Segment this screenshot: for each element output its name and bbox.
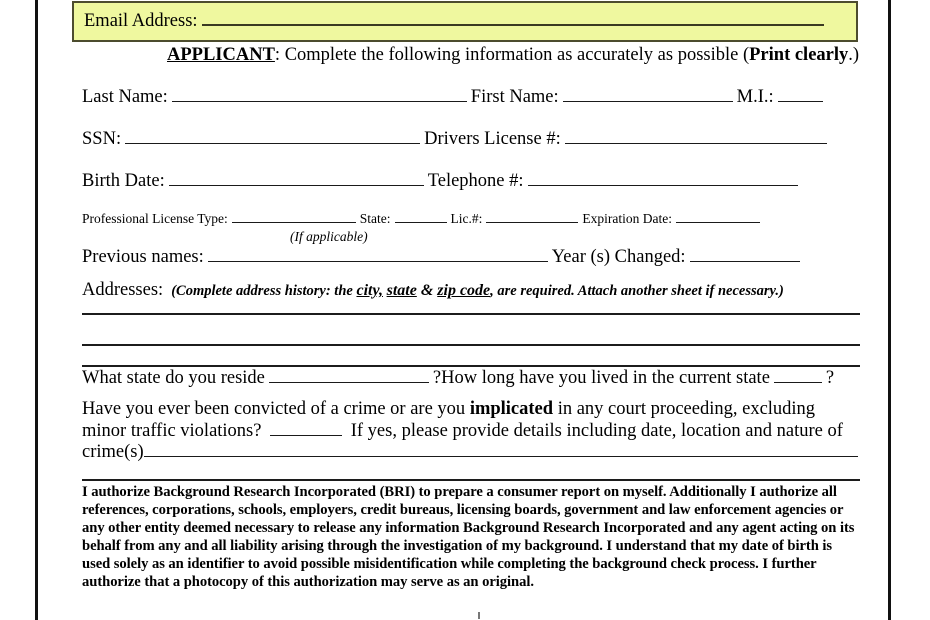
addresses-row — [82, 280, 784, 300]
conviction-line-1 — [82, 399, 862, 421]
applicant-instruction-tail: .) — [848, 45, 860, 65]
conviction-line-3 — [82, 442, 862, 464]
birth-date-input[interactable] — [169, 171, 424, 186]
conviction-text-2: in any court proceeding, excluding — [553, 399, 816, 419]
license-state-input[interactable] — [395, 211, 447, 223]
addresses-note-zip: zip code — [437, 282, 491, 299]
license-number-input[interactable] — [486, 211, 578, 223]
email-address-label: Email Address: — [84, 11, 198, 31]
address-line-3[interactable] — [82, 365, 860, 367]
conviction-text-4: If yes, please provide details including date, location and nature of — [346, 420, 843, 441]
last-name-input[interactable] — [172, 87, 467, 102]
drivers-license-label: Drivers License #: — [424, 129, 561, 149]
years-changed-input[interactable] — [690, 247, 800, 262]
conviction-line-2 — [82, 421, 862, 443]
last-name-label: Last Name: — [82, 87, 168, 107]
first-name-input[interactable] — [563, 87, 733, 102]
ssn-label: SSN: — [82, 129, 122, 149]
implicated-emphasis: implicated — [469, 399, 554, 419]
address-line-1[interactable] — [82, 313, 860, 315]
previous-names-input[interactable] — [208, 247, 548, 262]
addresses-note-state: state — [386, 282, 417, 299]
how-long-label: How long have you lived in the current state — [441, 368, 770, 388]
email-address-row — [84, 9, 848, 32]
applicant-colon: : — [274, 45, 281, 65]
applicant-heading: APPLICANT — [167, 45, 275, 65]
email-address-highlight-band — [72, 1, 858, 42]
addresses-note-open: (Complete address history: the — [171, 283, 357, 299]
license-number-label: Lic.#: — [450, 211, 483, 226]
print-clearly-emphasis: Print clearly — [749, 45, 849, 65]
page-scan-artifact — [478, 612, 480, 619]
addresses-note — [171, 282, 784, 300]
page-border-right — [888, 0, 891, 620]
page-border-left — [35, 0, 38, 620]
years-changed-label: Year (s) Changed: — [551, 247, 686, 267]
ssn-license-row — [82, 129, 831, 149]
authorization-divider — [82, 479, 860, 481]
addresses-note-close: , are required. Attach another sheet if necessary.) — [490, 283, 784, 299]
birthdate-telephone-row — [82, 171, 802, 191]
first-name-label: First Name: — [470, 87, 559, 107]
addresses-note-amp: & — [416, 282, 438, 299]
name-row — [82, 87, 827, 107]
conviction-details-input[interactable] — [144, 442, 858, 457]
reside-state-input[interactable] — [269, 368, 429, 383]
telephone-label: Telephone #: — [427, 171, 524, 191]
drivers-license-input[interactable] — [565, 129, 827, 144]
addresses-note-city: city, — [356, 282, 383, 299]
telephone-input[interactable] — [528, 171, 798, 186]
conviction-answer-input[interactable] — [270, 421, 342, 436]
conviction-text-3: minor traffic violations? — [82, 420, 267, 441]
license-state-label: State: — [359, 211, 391, 226]
residence-question-row — [82, 368, 834, 388]
email-address-input[interactable] — [202, 9, 824, 26]
address-line-2[interactable] — [82, 344, 860, 346]
birth-date-label: Birth Date: — [82, 171, 165, 191]
form-content — [72, 0, 862, 620]
professional-license-type-label: Professional License Type: — [82, 211, 228, 226]
applicant-instruction-text: Complete the following information as accurately as possible ( — [280, 45, 750, 65]
previous-names-label: Previous names: — [82, 247, 204, 267]
ssn-input[interactable] — [125, 129, 420, 144]
reside-state-qmark: ? — [432, 368, 442, 388]
how-long-input[interactable] — [774, 368, 822, 383]
expiration-date-label: Expiration Date: — [582, 211, 673, 226]
applicant-instruction-row — [167, 45, 859, 65]
middle-initial-label: M.I.: — [736, 87, 774, 107]
addresses-label: Addresses: — [82, 280, 164, 300]
conviction-text-1: Have you ever been convicted of a crime or are you — [82, 399, 470, 419]
how-long-qmark: ? — [825, 368, 835, 388]
authorization-paragraph: I authorize Background Research Incorporated (BRI) to prepare a consumer report on myself. Additionally I authorize all references, corporations, schools, employers, credit bureaus, licensing boards, government and law enforcement agencies or any other entity deemed necessary to release any information Background Research Incorporated and any agent acting on its behalf from any and all liability arising through the investigation of my background. I understand that my date of birth is used solely as an identifier to avoid possible misidentification while completing the background check process. I further authorize that a photocopy of this authorization may serve as an original. — [82, 484, 855, 590]
reside-state-label: What state do you reside — [82, 368, 265, 388]
conviction-crimes-label: crime(s) — [82, 442, 144, 462]
if-applicable-text: (If applicable) — [290, 229, 368, 244]
middle-initial-input[interactable] — [778, 87, 823, 102]
professional-license-type-input[interactable] — [232, 211, 356, 223]
professional-license-row — [82, 211, 764, 227]
if-applicable-note — [290, 230, 368, 245]
previous-names-row — [82, 247, 804, 267]
expiration-date-input[interactable] — [676, 211, 760, 223]
conviction-question-block — [82, 399, 862, 464]
